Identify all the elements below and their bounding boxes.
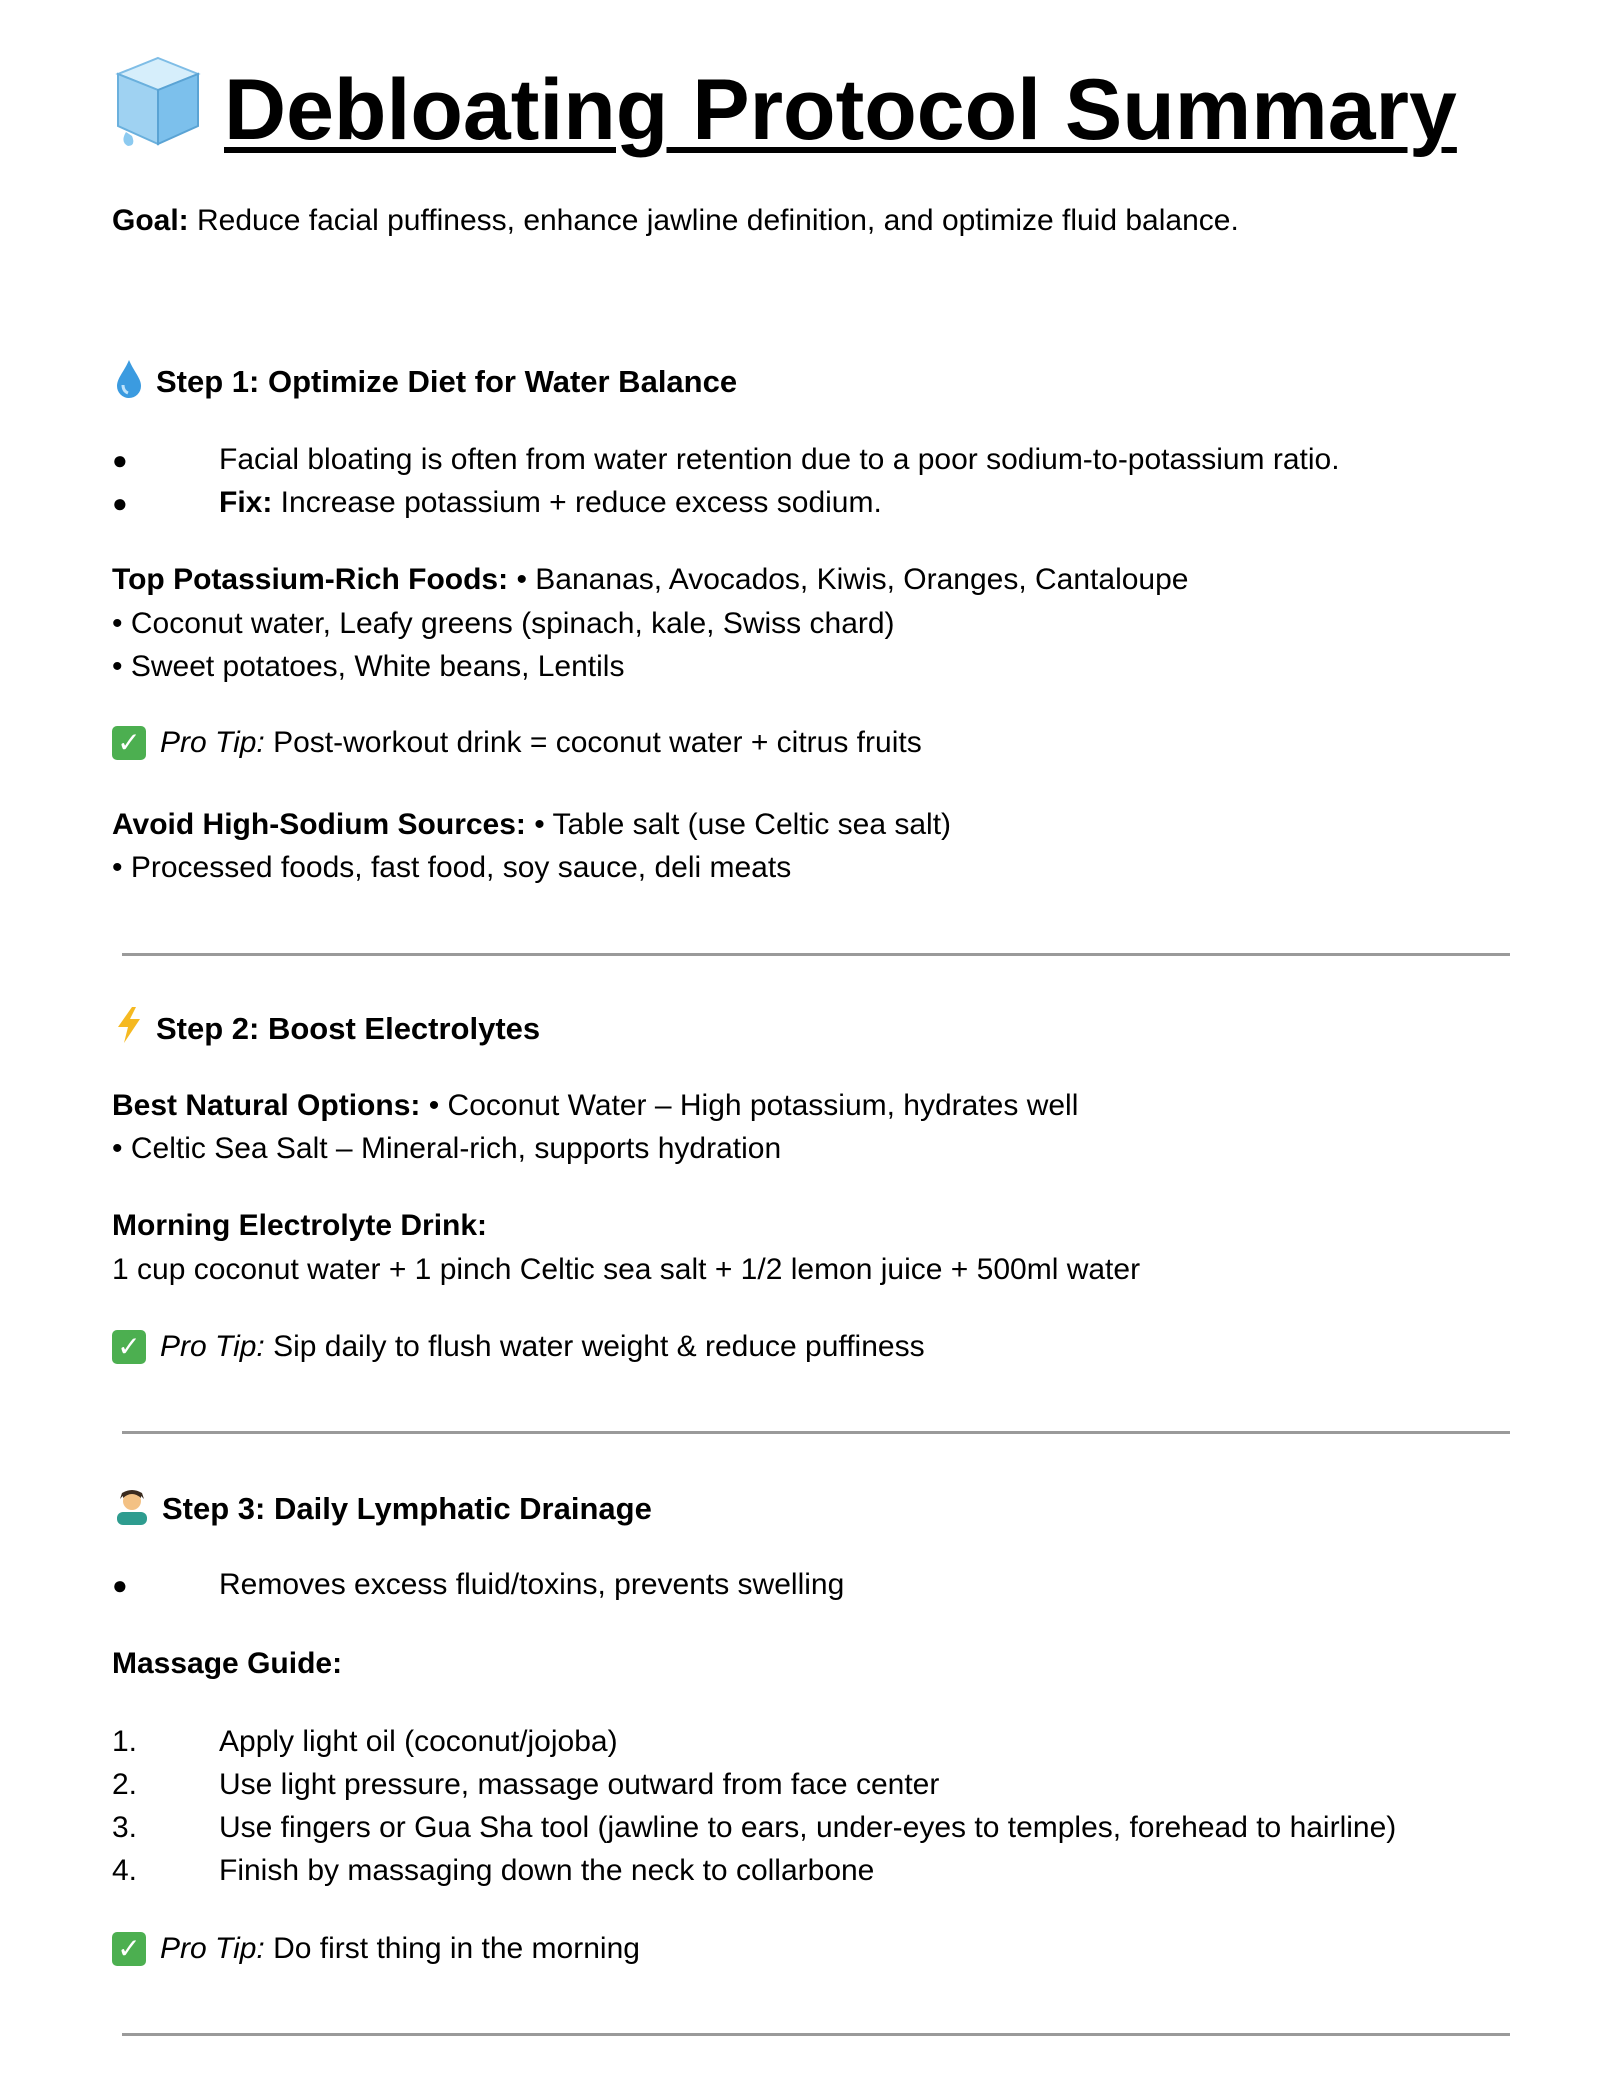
check-mark-icon: ✓	[112, 1330, 146, 1364]
sodium-label: Avoid High-Sodium Sources:	[112, 808, 526, 841]
fix-label: Fix:	[219, 486, 273, 519]
step2-heading	[114, 1005, 540, 1053]
step1-heading	[114, 358, 737, 406]
check-mark-icon: ✓	[112, 1932, 146, 1966]
goal-label: Goal:	[112, 204, 189, 237]
list-item	[112, 1567, 128, 1603]
list-item	[112, 485, 128, 521]
step-number: 1.	[112, 1725, 138, 1758]
sodium-line2: • Processed foods, fast food, soy sauce, deli meats	[112, 851, 792, 884]
pro-tip-1	[112, 725, 922, 761]
step-text: Finish by massaging down the neck to collarbone	[219, 1854, 875, 1887]
step-number: 3.	[112, 1811, 138, 1844]
step-number: 4.	[112, 1854, 138, 1887]
pro-tip-text: Post-workout drink = coconut water + citrus fruits	[264, 726, 922, 759]
step3-heading-text: Step 3: Daily Lymphatic Drainage	[162, 1491, 652, 1526]
ice-cube-icon	[112, 52, 204, 169]
goal-text: Reduce facial puffiness, enhance jawline definition, and optimize fluid balance.	[188, 204, 1239, 237]
bullet-dot: ●	[112, 445, 128, 475]
divider	[122, 2033, 1510, 2036]
potassium-line1: • Bananas, Avocados, Kiwis, Oranges, Cantaloupe	[508, 563, 1189, 596]
options-line2: • Celtic Sea Salt – Mineral-rich, supports hydration	[112, 1132, 782, 1165]
list-item-text: Facial bloating is often from water retention due to a poor sodium-to-potassium ratio.	[219, 443, 1340, 476]
step-text: Use fingers or Gua Sha tool (jawline to ears, under-eyes to temples, forehead to hairline)	[219, 1811, 1397, 1844]
step-text: Apply light oil (coconut/jojoba)	[219, 1725, 618, 1758]
title-text: Debloating Protocol Summary	[224, 62, 1457, 158]
bullet-dot: ●	[112, 488, 128, 518]
step3-heading	[114, 1485, 652, 1533]
page-title	[112, 52, 1457, 169]
pro-tip-2	[112, 1329, 925, 1365]
potassium-line2: • Coconut water, Leafy greens (spinach, kale, Swiss chard)	[112, 607, 895, 640]
potassium-foods-line	[112, 562, 1188, 598]
list-item	[112, 442, 128, 478]
potassium-label: Top Potassium-Rich Foods:	[112, 563, 509, 596]
step-text: Use light pressure, massage outward from face center	[219, 1768, 940, 1801]
step1-heading-text: Step 1: Optimize Diet for Water Balance	[156, 364, 738, 399]
drink-recipe: 1 cup coconut water + 1 pinch Celtic sea salt + 1/2 lemon juice + 500ml water	[112, 1253, 1141, 1286]
pro-tip-text: Do first thing in the morning	[264, 1932, 640, 1965]
person-massage-icon	[114, 1485, 150, 1533]
fix-line	[219, 485, 882, 521]
drink-label: Morning Electrolyte Drink:	[112, 1209, 488, 1242]
natural-options-line	[112, 1088, 1078, 1124]
bullet-dot: ●	[112, 1570, 128, 1600]
step2-heading-text: Step 2: Boost Electrolytes	[156, 1011, 541, 1046]
water-droplet-icon	[114, 358, 144, 406]
pro-tip-text: Sip daily to flush water weight & reduce puffiness	[264, 1330, 925, 1363]
pro-tip-label: Pro Tip:	[160, 1932, 265, 1965]
pro-tip-label: Pro Tip:	[160, 726, 265, 759]
options-label: Best Natural Options:	[112, 1089, 421, 1122]
divider	[122, 953, 1510, 956]
list-item-text: Removes excess fluid/toxins, prevents swelling	[219, 1568, 845, 1601]
check-mark-icon: ✓	[112, 726, 146, 760]
step-number: 2.	[112, 1768, 138, 1801]
pro-tip-3	[112, 1931, 640, 1967]
fix-text: Increase potassium + reduce excess sodium.	[272, 486, 882, 519]
massage-guide-label: Massage Guide:	[112, 1647, 343, 1680]
divider	[122, 1431, 1510, 1434]
goal-line	[112, 203, 1239, 239]
sodium-line	[112, 807, 951, 843]
potassium-line3: • Sweet potatoes, White beans, Lentils	[112, 650, 625, 683]
pro-tip-label: Pro Tip:	[160, 1330, 265, 1363]
sodium-line1: • Table salt (use Celtic sea salt)	[525, 808, 952, 841]
lightning-bolt-icon	[114, 1005, 144, 1053]
options-line1: • Coconut Water – High potassium, hydrates well	[420, 1089, 1079, 1122]
